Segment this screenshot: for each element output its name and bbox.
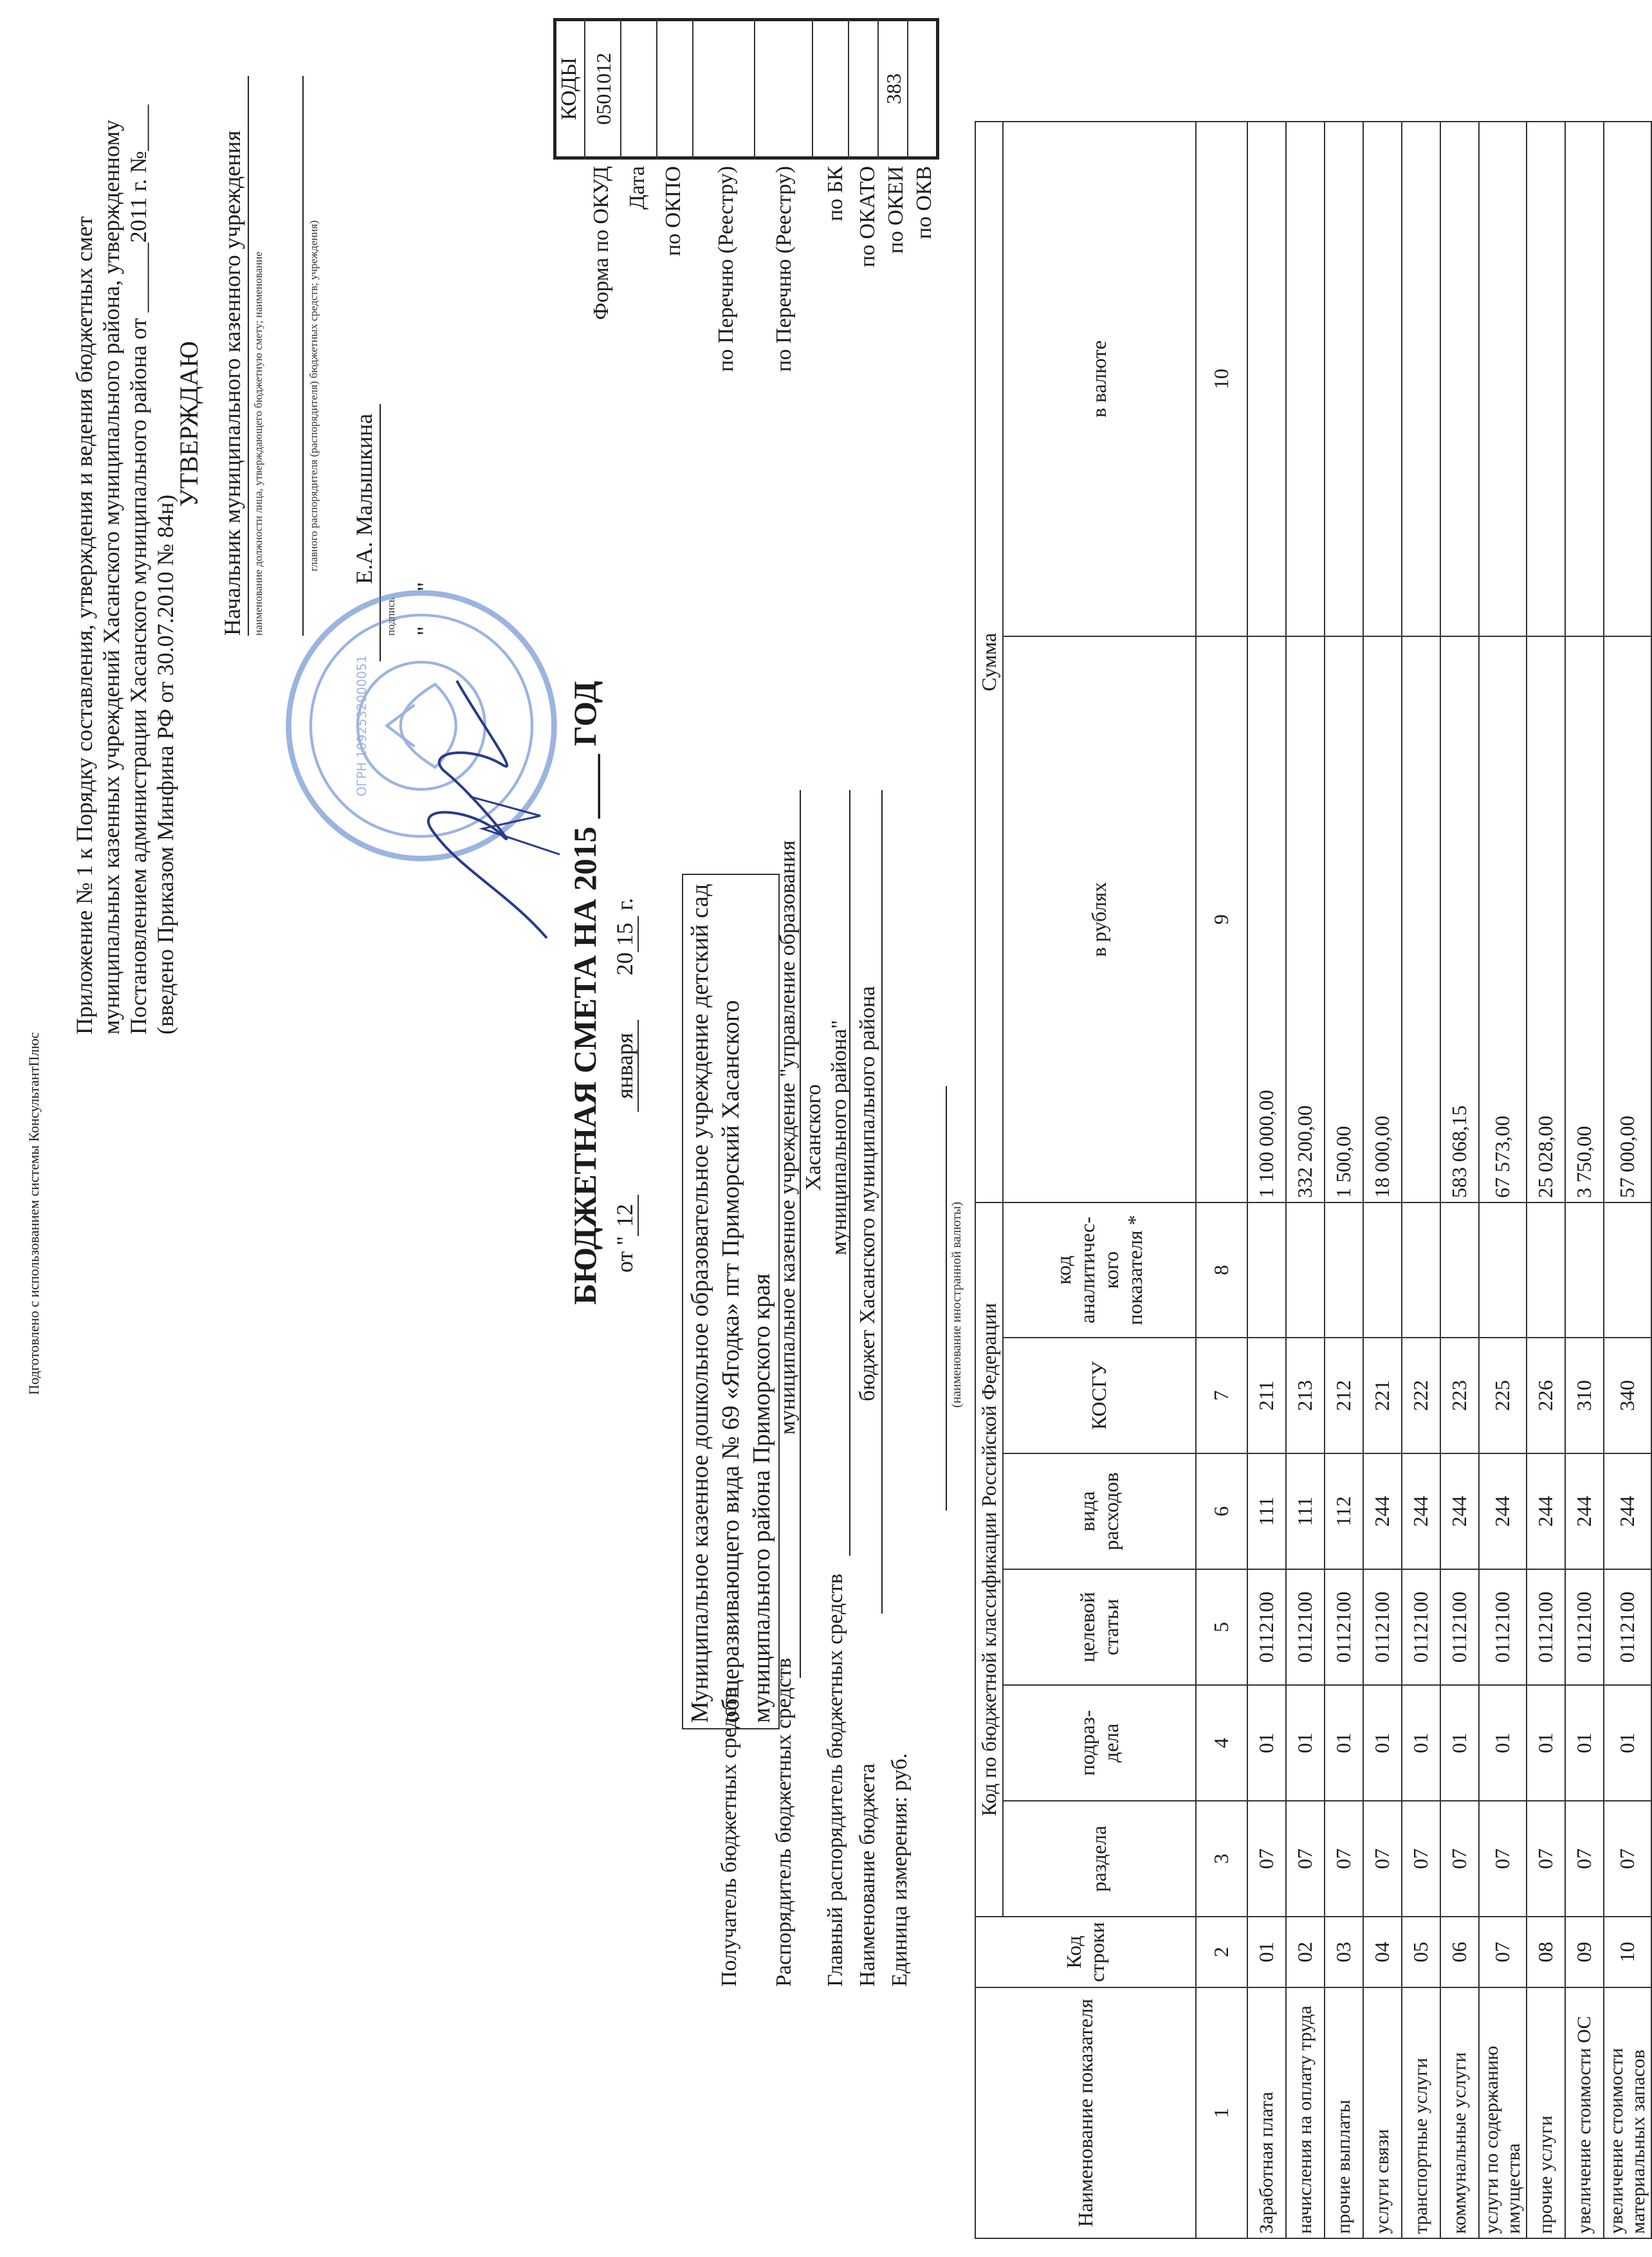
org-caption: главного распорядителя (распорядителя) бюджетных средств; учреждения) (307, 220, 320, 571)
cell-section: 07 (1565, 1801, 1604, 1917)
cell-kosgu: 213 (1286, 1338, 1325, 1453)
table-row (1527, 122, 1565, 2238)
title-date (611, 898, 638, 1273)
recipient-line: муниципального района Приморского края (748, 1273, 775, 1723)
cell-analytic (1363, 1202, 1402, 1338)
cell-rub: 57 000,00 (1604, 636, 1651, 1202)
cell-target: 0112100 (1247, 1569, 1286, 1685)
cell-analytic (1286, 1202, 1325, 1338)
codes-box (553, 18, 939, 372)
cell-code: 10 (1604, 1917, 1651, 1987)
col-rub-header: в рублях (1003, 636, 1196, 1202)
cell-target: 0112100 (1286, 1569, 1325, 1685)
cell-section: 07 (1286, 1801, 1325, 1917)
code-value (813, 18, 849, 160)
approver-name: Е.А. Малышкина (351, 413, 377, 584)
cell-rub: 1 500,00 (1325, 636, 1363, 1202)
cell-type: 111 (1286, 1453, 1325, 1569)
cell-subsection: 01 (1363, 1685, 1402, 1801)
table-row (1363, 122, 1402, 2238)
code-label: по ОКПО (661, 166, 685, 257)
col-number: 5 (1196, 1569, 1247, 1685)
cell-subsection: 01 (1565, 1685, 1604, 1801)
cell-name: начисления на оплату труда (1286, 1987, 1325, 2238)
col-number: 8 (1196, 1202, 1247, 1338)
svg-text:ОГРН 1092532000051: ОГРН 1092532000051 (354, 655, 369, 797)
col-number: 4 (1196, 1685, 1247, 1801)
cell-kosgu: 340 (1604, 1338, 1651, 1453)
table-row (1402, 122, 1440, 2238)
date-month: января (612, 1020, 639, 1112)
appendix-line: Приложение № 1 к Порядку составления, утверждения и ведения бюджетных смет (71, 216, 97, 1035)
cell-type: 244 (1565, 1453, 1604, 1569)
date-year: 15 (612, 916, 639, 952)
cell-target: 0112100 (1325, 1569, 1363, 1685)
cell-target: 0112100 (1479, 1569, 1527, 1685)
col-subsection-header: подраз- дела (1003, 1685, 1196, 1801)
table-row (1325, 122, 1363, 2238)
cell-target: 0112100 (1527, 1569, 1565, 1685)
col-target-header: целевой статьи (1003, 1569, 1196, 1685)
cell-rub: 583 068,15 (1440, 636, 1479, 1202)
cell-type: 111 (1247, 1453, 1286, 1569)
appendix-line: (введено Приказом Минфина РФ от 30.07.2010 № 84н) (152, 494, 178, 1035)
col-number: 10 (1196, 122, 1247, 636)
cell-cur (1440, 122, 1479, 636)
cell-analytic (1325, 1202, 1363, 1338)
appendix-line: муниципальных казенных учреждений Хасанского муниципального района, утвержденному (98, 120, 124, 1035)
cell-analytic (1479, 1202, 1527, 1338)
cell-subsection: 01 (1247, 1685, 1286, 1801)
col-number: 2 (1196, 1917, 1247, 1987)
cell-kosgu: 225 (1479, 1338, 1527, 1453)
cell-target: 0112100 (1363, 1569, 1402, 1685)
cell-analytic (1527, 1202, 1565, 1338)
cell-target: 0112100 (1440, 1569, 1479, 1685)
cell-rub: 3 750,00 (1565, 636, 1604, 1202)
code-label: по Перечню (Реестру) (772, 166, 796, 372)
signature-icon (380, 674, 573, 944)
cell-kosgu: 310 (1565, 1338, 1604, 1453)
col-currency-header: в валюте (1003, 122, 1196, 636)
cell-target: 0112100 (1565, 1569, 1604, 1685)
cell-cur (1565, 122, 1604, 636)
cell-cur (1527, 122, 1565, 636)
cell-code: 07 (1479, 1917, 1527, 1987)
code-label: по ОКВ (912, 166, 936, 239)
signature-caption: подпись (385, 597, 397, 636)
cell-type: 244 (1440, 1453, 1479, 1569)
appendix-line: Постановлением администрации Хасанского муниципального района от ______2011 г. №____ (125, 104, 151, 1035)
cell-rub: 332 200,00 (1286, 636, 1325, 1202)
cell-code: 05 (1402, 1917, 1440, 1987)
col-kosgu-header: КОСГУ (1003, 1338, 1196, 1453)
cell-subsection: 01 (1286, 1685, 1325, 1801)
recipient-label: Получатель бюджетных средств (717, 1687, 741, 1987)
cell-analytic (1247, 1202, 1286, 1338)
cell-cur (1286, 122, 1325, 636)
code-value (693, 18, 755, 160)
cell-target: 0112100 (1604, 1569, 1651, 1685)
date-day: 12 (612, 1195, 639, 1236)
code-value (849, 18, 879, 160)
table-row (1565, 122, 1604, 2238)
cell-subsection: 01 (1527, 1685, 1565, 1801)
cell-name: увеличение стоимости ОС (1565, 1987, 1604, 2238)
table-row (1440, 122, 1479, 2238)
cell-code: 03 (1325, 1917, 1363, 1987)
table-row (1286, 122, 1325, 2238)
prepared-by-note: Подготовлено с использованием системы КонсультантПлюс (26, 1032, 42, 1395)
cell-code: 02 (1286, 1917, 1325, 1987)
cell-analytic (1604, 1202, 1651, 1338)
table-row (1604, 122, 1651, 2238)
main-distributor-label: Главный распорядитель бюджетных средств (823, 1573, 847, 1987)
cell-name: Заработная плата (1247, 1987, 1286, 2238)
cell-section: 07 (1604, 1801, 1651, 1917)
distributor-line-rule (800, 790, 801, 1678)
cell-section: 07 (1479, 1801, 1527, 1917)
cell-name: транспортные услуги (1402, 1987, 1440, 2238)
cell-type: 244 (1527, 1453, 1565, 1569)
cell-subsection: 01 (1402, 1685, 1440, 1801)
code-value (755, 18, 813, 160)
cell-name: коммунальные услуги (1440, 1987, 1479, 2238)
approval-title: УТВЕРЖДАЮ (174, 341, 203, 507)
cell-section: 07 (1440, 1801, 1479, 1917)
currency-caption: (наименование иностранной валюты) (950, 1202, 964, 1408)
cell-subsection: 01 (1479, 1685, 1527, 1801)
col-expense-type-header: вида расходов (1003, 1453, 1196, 1569)
cell-analytic (1402, 1202, 1440, 1338)
cell-rub: 1 100 000,00 (1247, 636, 1286, 1202)
code-label: по ОКАТО (856, 166, 879, 268)
budget-label: Наименование бюджета (856, 1763, 879, 1987)
cell-code: 01 (1247, 1917, 1286, 1987)
cell-code: 06 (1440, 1917, 1479, 1987)
quote-close: " (412, 582, 438, 592)
code-value (908, 18, 939, 160)
code-label: Форма по ОКУД (589, 166, 613, 320)
cell-code: 04 (1363, 1917, 1402, 1987)
currency-line (946, 1086, 947, 1511)
cell-name: прочие выплаты (1325, 1987, 1363, 2238)
cell-analytic (1440, 1202, 1479, 1338)
code-value (657, 18, 693, 160)
cell-section: 07 (1402, 1801, 1440, 1917)
col-row-code-header: Код строки (975, 1917, 1196, 1987)
col-number: 6 (1196, 1453, 1247, 1569)
org-line (302, 76, 304, 636)
bk-group-header: Код по бюджетной классификации Российской Федерации (975, 1202, 1003, 1917)
col-section-header: раздела (1003, 1801, 1196, 1917)
cell-section: 07 (1363, 1801, 1402, 1917)
cell-cur (1325, 122, 1363, 636)
cell-name: увеличение стоимости материальных запасов (1604, 1987, 1651, 2238)
year-prefix: 20 (612, 952, 638, 976)
cell-type: 244 (1363, 1453, 1402, 1569)
sum-group-header: Сумма (975, 122, 1003, 1202)
table-body (1247, 122, 1651, 2238)
col-number: 9 (1196, 636, 1247, 1202)
cell-subsection: 01 (1325, 1685, 1363, 1801)
quote-open: " (412, 626, 438, 636)
cell-section: 07 (1527, 1801, 1565, 1917)
cell-kosgu: 223 (1440, 1338, 1479, 1453)
cell-cur (1247, 122, 1286, 636)
cell-name: услуги связи (1363, 1987, 1402, 2238)
budget-line (881, 790, 883, 1614)
cell-rub: 18 000,00 (1363, 636, 1402, 1202)
recipient-line: общеразвивающего вида № 69 «Ягодка» пгт Приморский Хасанского (717, 1000, 744, 1723)
position-line (248, 76, 249, 636)
col-number: 3 (1196, 1801, 1247, 1917)
distributor-line: муниципальное казенное учреждение "управление образования Хасанского (776, 840, 825, 1435)
cell-name: прочие услуги (1527, 1987, 1565, 2238)
col-number: 1 (1196, 1987, 1247, 2238)
distributor-label: Распорядитель бюджетных средств (772, 1657, 796, 1987)
cell-code: 08 (1527, 1917, 1565, 1987)
cell-cur (1363, 122, 1402, 636)
code-label: по ОКЕИ (884, 166, 908, 254)
cell-section: 07 (1325, 1801, 1363, 1917)
cell-type: 244 (1479, 1453, 1527, 1569)
appendix-block (71, 105, 179, 1035)
unit-label: Единица измерения: руб. (888, 1753, 912, 1987)
budget-value: бюджет Хасанского муниципального района (856, 986, 879, 1401)
page-title: БЮДЖЕТНАЯ СМЕТА НА 2015 ____ ГОД (567, 681, 603, 1305)
code-label: по Перечню (Реестру) (714, 166, 738, 372)
table-row (1247, 122, 1286, 2238)
cell-analytic (1565, 1202, 1604, 1338)
cell-section: 07 (1247, 1801, 1286, 1917)
cell-target: 0112100 (1402, 1569, 1440, 1685)
col-number: 7 (1196, 1338, 1247, 1453)
recipient-value (682, 874, 780, 1729)
cell-rub: 67 573,00 (1479, 636, 1527, 1202)
cell-cur (1604, 122, 1651, 636)
position-caption: наименование должности лица, утверждающего бюджетную смету; наименование (252, 252, 264, 636)
cell-rub: 25 028,00 (1527, 636, 1565, 1202)
cell-kosgu: 221 (1363, 1338, 1402, 1453)
table-row (1479, 122, 1527, 2238)
codes-header: КОДЫ (553, 18, 585, 160)
cell-type: 112 (1325, 1453, 1363, 1569)
cell-cur (1402, 122, 1440, 636)
budget-table (975, 121, 1652, 2239)
cell-subsection: 01 (1440, 1685, 1479, 1801)
code-value: 0501012 (585, 18, 621, 160)
code-label: по БК (823, 166, 847, 221)
cell-rub (1402, 636, 1440, 1202)
main-distributor-line (849, 790, 850, 1556)
code-label: Дата (625, 166, 649, 210)
distributor-line: муниципального района" (827, 1020, 851, 1255)
cell-type: 244 (1402, 1453, 1440, 1569)
cell-kosgu: 211 (1247, 1338, 1286, 1453)
recipient-line: Муниципальное казенное дошкольное образовательное учреждение детский сад (686, 883, 713, 1723)
approval-position: Начальник муниципального казенного учреждения (219, 130, 245, 636)
column-numbers-row (1196, 122, 1247, 2238)
year-suffix: г. (612, 898, 638, 911)
cell-name: услуги по содержанию имущества (1479, 1987, 1527, 2238)
cell-kosgu: 222 (1402, 1338, 1440, 1453)
date-prefix: от " (612, 1236, 638, 1273)
col-analytic-header: код аналитичес- кого показателя * (1003, 1202, 1196, 1338)
cell-code: 09 (1565, 1917, 1604, 1987)
cell-cur (1479, 122, 1527, 636)
cell-kosgu: 226 (1527, 1338, 1565, 1453)
code-value (621, 18, 657, 160)
col-name-header: Наименование показателя (975, 1987, 1196, 2238)
code-value: 383 (879, 18, 908, 160)
cell-type: 244 (1604, 1453, 1651, 1569)
cell-subsection: 01 (1604, 1685, 1651, 1801)
distributor-value (775, 816, 852, 1459)
cell-kosgu: 212 (1325, 1338, 1363, 1453)
